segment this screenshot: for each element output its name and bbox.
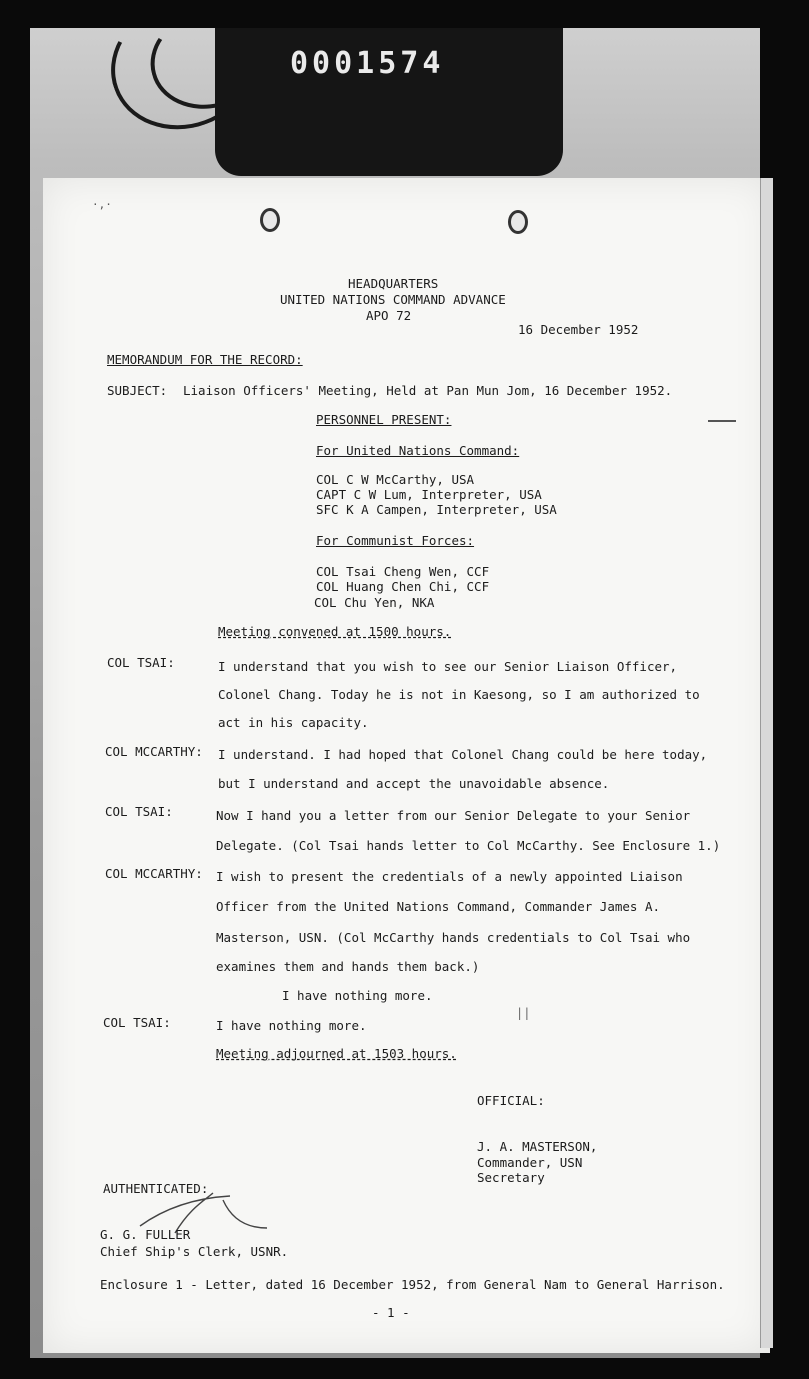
frame-counter [215, 28, 563, 176]
statement-line: I understand that you wish to see our Senior Liaison Officer, [218, 659, 678, 674]
speaker-label: COL TSAI: [105, 804, 173, 819]
nothing-more: I have nothing more. [282, 988, 433, 1003]
statement-line: I understand. I had hoped that Colonel Chang could be here today, [218, 747, 708, 762]
official-label: OFFICIAL: [477, 1093, 545, 1108]
subject-text: Liaison Officers' Meeting, Held at Pan Mun Jom, 16 December 1952. [183, 383, 673, 398]
statement-line: Colonel Chang. Today he is not in Kaesong, so I am authorized to [218, 687, 700, 702]
communist-heading: For Communist Forces: [316, 533, 475, 548]
page-edge [760, 178, 773, 1348]
margin-mark [708, 420, 736, 422]
subject-label: SUBJECT: [107, 383, 168, 398]
header-line1: HEADQUARTERS [348, 276, 439, 291]
communist-member: COL Chu Yen, NKA [314, 595, 435, 610]
authenticated-name: G. G. FULLER [100, 1227, 191, 1242]
statement-line: I wish to present the credentials of a newly appointed Liaison [216, 869, 683, 884]
enclosure-note: Enclosure 1 - Letter, dated 16 December 1952, from General Nam to General Harrison. [100, 1277, 725, 1292]
statement-line: Masterson, USN. (Col McCarthy hands credentials to Col Tsai who [216, 930, 691, 945]
corner-marks: ·,· [92, 198, 112, 211]
official-rank: Commander, USN [477, 1155, 583, 1170]
punch-hole [508, 210, 528, 234]
header-line2: UNITED NATIONS COMMAND ADVANCE [280, 292, 506, 307]
communist-member: COL Tsai Cheng Wen, CCF [316, 564, 490, 579]
communist-member: COL Huang Chen Chi, CCF [316, 579, 490, 594]
authenticated-title: Chief Ship's Clerk, USNR. [100, 1244, 289, 1259]
statement-line: I have nothing more. [216, 1018, 367, 1033]
header-line3: APO 72 [366, 308, 412, 323]
speaker-label: COL TSAI: [103, 1015, 171, 1030]
statement-line: Delegate. (Col Tsai hands letter to Col McCarthy. See Enclosure 1.) [216, 838, 721, 853]
un-heading: For United Nations Command: [316, 443, 520, 458]
personnel-heading: PERSONNEL PRESENT: [316, 412, 452, 427]
memo-title: MEMORANDUM FOR THE RECORD: [107, 352, 303, 367]
statement-line: act in his capacity. [218, 715, 369, 730]
authenticated-label: AUTHENTICATED: [103, 1181, 209, 1196]
un-member: SFC K A Campen, Interpreter, USA [316, 502, 557, 517]
meeting-convened: Meeting convened at 1500 hours. [218, 624, 452, 639]
stray-mark: || [516, 1006, 531, 1020]
header-date: 16 December 1952 [518, 322, 639, 337]
statement-line: Now I hand you a letter from our Senior Delegate to your Senior [216, 808, 691, 823]
official-title: Secretary [477, 1170, 545, 1185]
counter-digits: 0001574 [290, 46, 445, 81]
speaker-label: COL MCCARTHY: [105, 744, 203, 759]
meeting-adjourned: Meeting adjourned at 1503 hours. [216, 1046, 457, 1061]
page-number: - 1 - [372, 1305, 410, 1320]
statement-line: but I understand and accept the unavoidable absence. [218, 776, 610, 791]
punch-hole [260, 208, 280, 232]
statement-line: Officer from the United Nations Command, Commander James A. [216, 899, 661, 914]
official-name: J. A. MASTERSON, [477, 1139, 598, 1154]
un-member: CAPT C W Lum, Interpreter, USA [316, 487, 542, 502]
speaker-label: COL MCCARTHY: [105, 866, 203, 881]
speaker-label: COL TSAI: [107, 655, 175, 670]
un-member: COL C W McCarthy, USA [316, 472, 475, 487]
statement-line: examines them and hands them back.) [216, 959, 480, 974]
